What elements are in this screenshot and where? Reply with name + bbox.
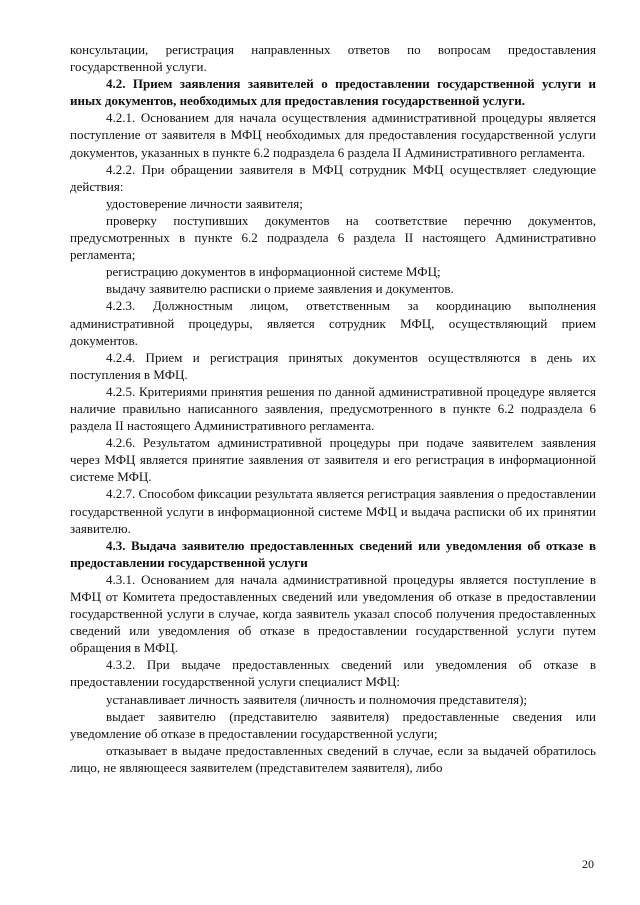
paragraph: устанавливает личность заявителя (личность и полномочия представителя); [106, 691, 528, 707]
paragraph: 4.2.4. Прием и регистрация принятых документов осуществляются в день их поступления в МФЦ. [70, 349, 596, 382]
paragraph: выдает заявителю (представителю заявителя) предоставленные сведения или уведомление об отказе в предоставлении государственной услуги; [70, 708, 596, 741]
document-page [70, 41, 596, 776]
section-heading: 4.2. Прием заявления заявителей о предоставлении государственной услуги и иных документов, необходимых для предоставления государственной услуги. [70, 76, 596, 109]
paragraph: выдачу заявителю расписки о приеме заявления и документов. [106, 281, 454, 297]
paragraph: 4.2.3. Должностным лицом, ответственным за координацию выполнения административной процедуры, является сотрудник МФЦ, осуществляющий прием документов. [70, 298, 596, 348]
section-heading: 4.3. Выдача заявителю предоставленных сведений или уведомления об отказе в предоставлении государственной услуги [70, 537, 596, 570]
paragraph: отказывает в выдаче предоставленных сведений в случае, если за выдачей обратилось лицо, не являющееся заявителем (представителем заявителя), либо [70, 742, 596, 775]
paragraph: консультации, регистрация направленных ответов по вопросам предоставления государственной услуги. [70, 42, 596, 75]
paragraph: 4.2.7. Способом фиксации результата является регистрация заявления о предоставлении государственной услуги в информационной системе МФЦ и выдача расписки об их принятии заявителю. [70, 486, 596, 536]
paragraph: 4.2.5. Критериями принятия решения по данной административной процедуре является наличие правильно написанного заявления, предусмотренного в пункте 6.2 подраздела 6 раздела II настоящего Административного регламента. [70, 383, 596, 434]
paragraph: 4.3.2. При выдаче предоставленных сведений или уведомления об отказе в предоставлении государственной услуги специалист МФЦ: [70, 657, 596, 690]
paragraph: 4.2.2. При обращении заявителя в МФЦ сотрудник МФЦ осуществляет следующие действия: [70, 161, 596, 194]
page-number: 20 [582, 857, 594, 871]
paragraph: проверку поступивших документов на соответствие перечню документов, предусмотренных в пункте 6.2 подраздела 6 раздела II настоящего Административно регламента; [70, 212, 596, 263]
paragraph: регистрацию документов в информационной системе МФЦ; [106, 264, 441, 280]
paragraph: 4.2.1. Основанием для начала осуществления административной процедуры является поступление от заявителя в МФЦ необходимых для предоставления государственной услуги документов, указанных в пункте 6.2 подраздела 6 раздела II Административного регламента. [70, 110, 596, 160]
paragraph: 4.2.6. Результатом административной процедуры при подаче заявителем заявления через МФЦ является принятие заявления от заявителя и его регистрация в информационной системе МФЦ. [70, 435, 596, 485]
paragraph: 4.3.1. Основанием для начала административной процедуры является поступление в МФЦ от Комитета предоставленных сведений или уведомления об отказе в предоставлении государственной услуги в случае, когда заявитель указал способ получения предоставленных сведений или уведомления об отказе в предоставлении государственной услуги путем обращения в МФЦ. [70, 571, 596, 656]
paragraph: удостоверение личности заявителя; [106, 195, 303, 211]
